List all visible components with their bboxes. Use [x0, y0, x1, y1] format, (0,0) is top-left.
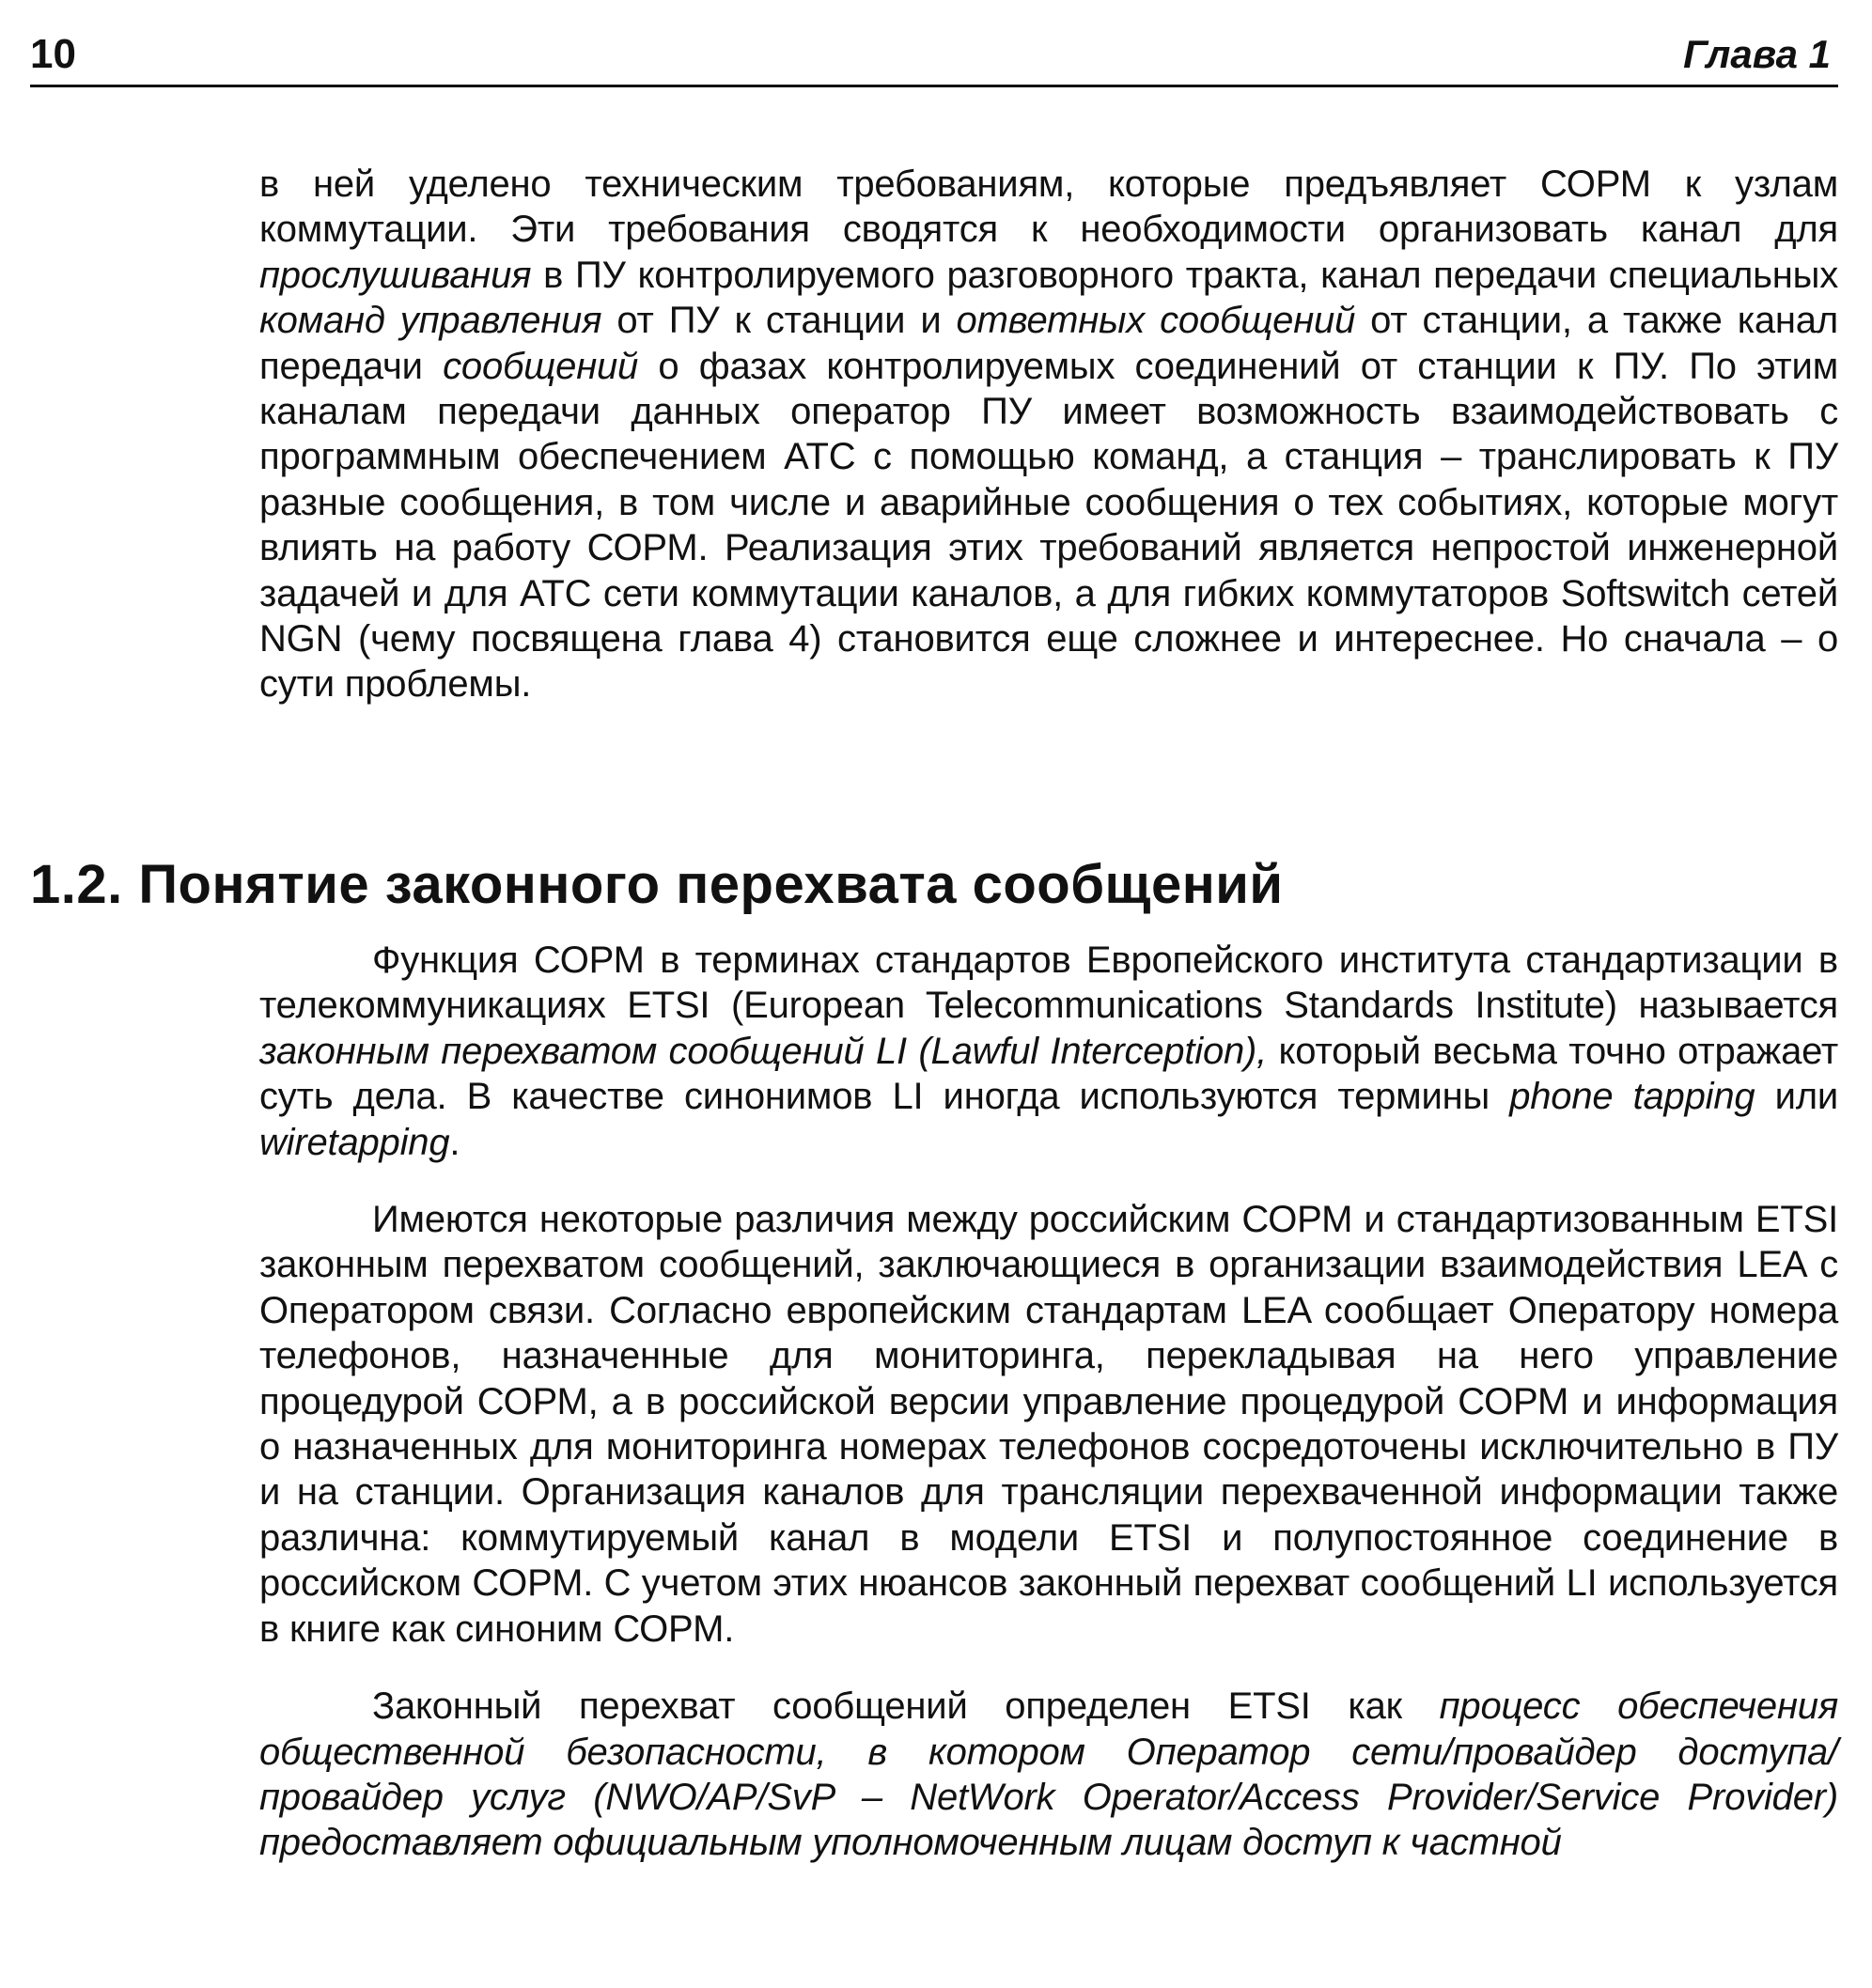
- page-header: [30, 32, 1838, 87]
- section-paragraph-3: Законный перехват сообщений определен ETSI как процесс обеспечения общественной безопасности, в котором Оператор сети/провайдер доступа/ провайдер услуг (NWO/AP/SvP – NetWork Operator/Access Provider/Service Provider) предоставляет официальным уполномоченным лицам доступ к частной: [259, 1685, 1838, 1864]
- italic-term: законным перехватом сообщений LI (Lawful Interception),: [259, 1030, 1268, 1072]
- section-paragraph-1: Функция СОРМ в терминах стандартов Европейского института стандартизации в телекоммуникациях ETSI (European Telecommunications Standards Institute) называется законным перехватом сообщений LI (Lawful Interception), который весьма точно отражает суть дела. В качестве синонимов LI иногда используются термины phone tapping или wiretapping.: [259, 940, 1838, 1163]
- intro-paragraph: в ней уделено техническим требованиям, которые предъявляет СОРМ к узлам коммутации. Эти требования сводятся к необходимости организовать канал для прослушивания в ПУ контролируемого разговорного тракта, канал передачи специальных команд управления от ПУ к станции и ответных сообщений от станции, а также канал передачи сообщений о фазах контролируемых соединений от станции к ПУ. По этим каналам передачи данных оператор ПУ имеет возможность взаимодействовать с программным обеспечением АТС с помощью команд, а станция – транслировать к ПУ разные сообщения, в том числе и аварийные сообщения о тех событиях, которые могут влиять на работу СОРМ. Реализация этих требований является непростой инженерной задачей и для АТС сети коммутации каналов, а для гибких коммутаторов Softswitch сетей NGN (чему посвящена глава 4) становится еще сложнее и интереснее. Но сначала – о сути проблемы.: [259, 163, 1838, 706]
- section-paragraph-2: Имеются некоторые различия между российским СОРМ и стандартизованным ETSI законным перехватом сообщений, заключающиеся в организации взаимодействия LEA с Оператором связи. Согласно европейским стандартам LEA сообщает Оператору номера телефонов, назначенные для мониторинга, перекладывая на него управление процедурой СОРМ, а в российской версии управление процедурой СОРМ и информация о назначенных для мониторинга номерах телефонов сосредоточены исключительно в ПУ и на станции. Организация каналов для трансляции перехваченной информации также различна: коммутируемый канал в модели ETSI и полупостоянное соединение в российском СОРМ. С учетом этих нюансов законный перехват сообщений LI используется в книге как синоним СОРМ.: [259, 1199, 1838, 1650]
- section-heading: 1.2. Понятие законного перехвата сообщений: [30, 854, 1284, 915]
- page-number: 10: [30, 31, 76, 77]
- chapter-running-head: Глава 1: [1683, 32, 1831, 76]
- italic-term: wiretapping: [259, 1121, 450, 1163]
- italic-term: прослушивания: [259, 254, 532, 296]
- italic-term: команд управления: [259, 300, 602, 342]
- italic-term: phone tapping: [1509, 1076, 1755, 1118]
- italic-term: ответных сообщений: [956, 300, 1356, 342]
- section-body: [259, 938, 1838, 1866]
- intro-continuation: [259, 162, 1838, 707]
- italic-definition: процесс обеспечения общественной безопасности, в котором Оператор сети/провайдер доступа/ провайдер услуг (NWO/AP/SvP – NetWork Operator/Access Provider/Service Provider) предоставляет официальным уполномоченным лицам доступ к частной: [259, 1685, 1838, 1864]
- italic-term: сообщений: [443, 345, 639, 387]
